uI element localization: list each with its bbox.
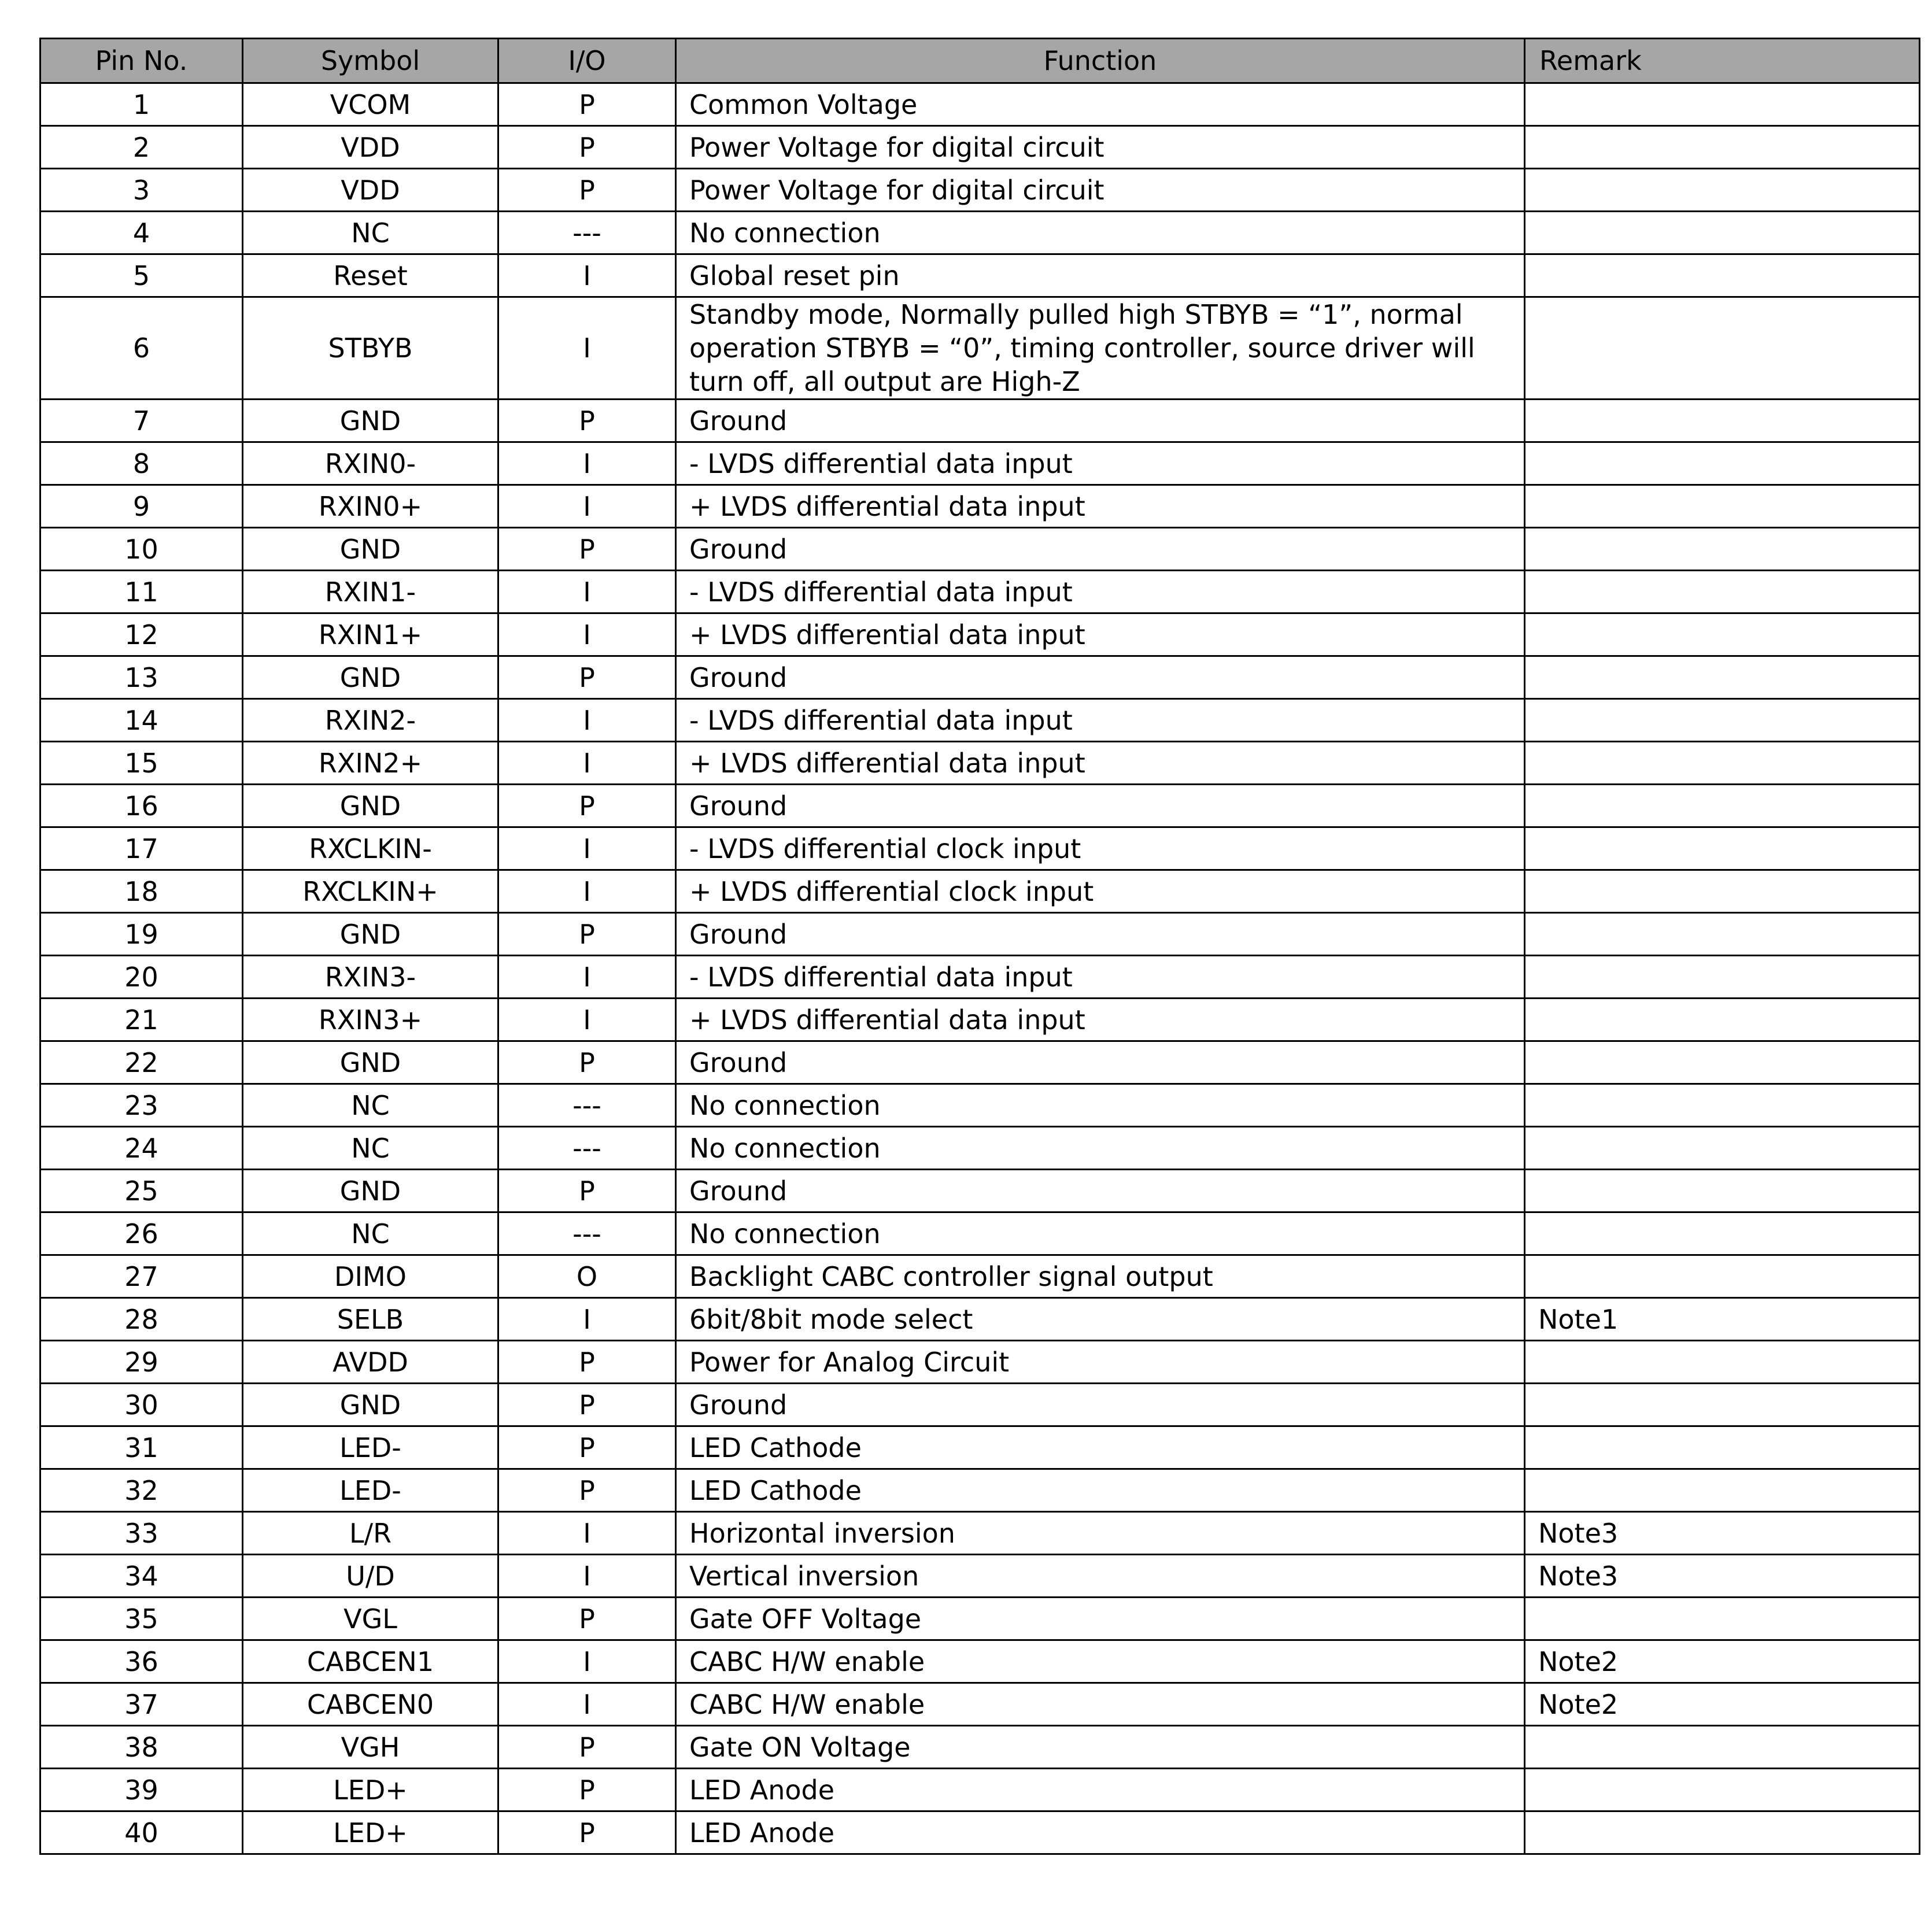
function-cell: + LVDS differential data input	[676, 613, 1525, 656]
table-row	[40, 83, 1920, 126]
symbol-cell: RXIN1-	[243, 571, 498, 613]
table-row	[40, 1298, 1920, 1341]
pin-number-cell: 13	[40, 656, 243, 699]
table-row	[40, 254, 1920, 297]
function-cell: Global reset pin	[676, 254, 1525, 297]
pin-number-cell: 20	[40, 956, 243, 999]
symbol-cell: RXIN0+	[243, 485, 498, 528]
function-cell: CABC H/W enable	[676, 1683, 1525, 1726]
table-row	[40, 827, 1920, 870]
table-row	[40, 485, 1920, 528]
remark-cell	[1525, 83, 1920, 126]
table-row	[40, 913, 1920, 956]
io-cell: P	[498, 785, 676, 827]
io-cell: P	[498, 656, 676, 699]
io-cell: I	[498, 442, 676, 485]
symbol-cell: NC	[243, 1212, 498, 1255]
pin-number-cell: 28	[40, 1298, 243, 1341]
pin-number-cell: 31	[40, 1426, 243, 1469]
remark-cell: Note2	[1525, 1640, 1920, 1683]
table-row	[40, 528, 1920, 571]
table-row	[40, 1598, 1920, 1640]
pin-number-cell: 27	[40, 1255, 243, 1298]
pin-number-cell: 25	[40, 1170, 243, 1212]
pin-number-cell: 21	[40, 999, 243, 1041]
io-cell: I	[498, 699, 676, 742]
pin-number-cell: 18	[40, 870, 243, 913]
table-row	[40, 1255, 1920, 1298]
remark-cell	[1525, 656, 1920, 699]
io-cell: I	[498, 1512, 676, 1555]
symbol-cell: VDD	[243, 169, 498, 212]
header-io: I/O	[498, 39, 676, 83]
function-cell: Gate OFF Voltage	[676, 1598, 1525, 1640]
pin-number-cell: 24	[40, 1127, 243, 1170]
io-cell: I	[498, 485, 676, 528]
symbol-cell: GND	[243, 1170, 498, 1212]
table-row	[40, 699, 1920, 742]
table-row	[40, 1640, 1920, 1683]
symbol-cell: RXCLKIN+	[243, 870, 498, 913]
io-cell: P	[498, 913, 676, 956]
remark-cell	[1525, 1341, 1920, 1384]
function-cell: Ground	[676, 528, 1525, 571]
pin-number-cell: 36	[40, 1640, 243, 1683]
symbol-cell: U/D	[243, 1555, 498, 1598]
function-cell: - LVDS differential data input	[676, 442, 1525, 485]
symbol-cell: AVDD	[243, 1341, 498, 1384]
function-cell: - LVDS differential data input	[676, 956, 1525, 999]
function-cell: Vertical inversion	[676, 1555, 1525, 1598]
remark-cell: Note3	[1525, 1512, 1920, 1555]
symbol-cell: NC	[243, 1084, 498, 1127]
pin-number-cell: 12	[40, 613, 243, 656]
function-cell: No connection	[676, 1212, 1525, 1255]
function-cell: Backlight CABC controller signal output	[676, 1255, 1525, 1298]
table-row	[40, 870, 1920, 913]
function-cell: - LVDS differential data input	[676, 699, 1525, 742]
pin-number-cell: 30	[40, 1384, 243, 1426]
io-cell: I	[498, 613, 676, 656]
symbol-cell: GND	[243, 400, 498, 442]
io-cell: P	[498, 1341, 676, 1384]
symbol-cell: VGH	[243, 1726, 498, 1769]
remark-cell	[1525, 699, 1920, 742]
symbol-cell: RXCLKIN-	[243, 827, 498, 870]
remark-cell	[1525, 956, 1920, 999]
io-cell: I	[498, 571, 676, 613]
function-cell: CABC H/W enable	[676, 1640, 1525, 1683]
remark-cell: Note2	[1525, 1683, 1920, 1726]
function-cell: LED Anode	[676, 1811, 1525, 1854]
remark-cell	[1525, 1255, 1920, 1298]
io-cell: ---	[498, 212, 676, 254]
io-cell: P	[498, 1041, 676, 1084]
io-cell: P	[498, 83, 676, 126]
io-cell: I	[498, 999, 676, 1041]
function-cell: Standby mode, Normally pulled high STBYB = “1”, normal operation STBYB = “0”, timing controller, source driver will turn off, all output are High-Z	[676, 297, 1525, 400]
symbol-cell: SELB	[243, 1298, 498, 1341]
remark-cell	[1525, 1041, 1920, 1084]
io-cell: P	[498, 1769, 676, 1811]
pin-number-cell: 19	[40, 913, 243, 956]
function-cell: No connection	[676, 1127, 1525, 1170]
pin-number-cell: 6	[40, 297, 243, 400]
pin-number-cell: 34	[40, 1555, 243, 1598]
io-cell: ---	[498, 1212, 676, 1255]
table-row	[40, 442, 1920, 485]
symbol-cell: LED-	[243, 1426, 498, 1469]
table-row	[40, 169, 1920, 212]
pin-number-cell: 22	[40, 1041, 243, 1084]
io-cell: ---	[498, 1127, 676, 1170]
pin-number-cell: 40	[40, 1811, 243, 1854]
pin-number-cell: 37	[40, 1683, 243, 1726]
pin-number-cell: 29	[40, 1341, 243, 1384]
remark-cell	[1525, 442, 1920, 485]
remark-cell: Note3	[1525, 1555, 1920, 1598]
remark-cell	[1525, 870, 1920, 913]
pin-number-cell: 11	[40, 571, 243, 613]
symbol-cell: GND	[243, 1041, 498, 1084]
remark-cell	[1525, 1426, 1920, 1469]
table-row	[40, 1811, 1920, 1854]
pin-number-cell: 7	[40, 400, 243, 442]
symbol-cell: L/R	[243, 1512, 498, 1555]
io-cell: P	[498, 400, 676, 442]
remark-cell	[1525, 169, 1920, 212]
symbol-cell: RXIN3+	[243, 999, 498, 1041]
io-cell: O	[498, 1255, 676, 1298]
function-cell: 6bit/8bit mode select	[676, 1298, 1525, 1341]
table-row	[40, 1084, 1920, 1127]
remark-cell	[1525, 913, 1920, 956]
symbol-cell: RXIN0-	[243, 442, 498, 485]
remark-cell	[1525, 827, 1920, 870]
io-cell: I	[498, 1683, 676, 1726]
function-cell: Power Voltage for digital circuit	[676, 126, 1525, 169]
header-remark: Remark	[1525, 39, 1920, 83]
io-cell: I	[498, 742, 676, 785]
table-row	[40, 1683, 1920, 1726]
io-cell: P	[498, 1598, 676, 1640]
remark-cell: Note1	[1525, 1298, 1920, 1341]
function-cell: - LVDS differential clock input	[676, 827, 1525, 870]
header-symbol: Symbol	[243, 39, 498, 83]
table-row	[40, 1769, 1920, 1811]
io-cell: I	[498, 1640, 676, 1683]
table-row	[40, 1469, 1920, 1512]
pin-number-cell: 35	[40, 1598, 243, 1640]
function-cell: - LVDS differential data input	[676, 571, 1525, 613]
table-row	[40, 212, 1920, 254]
table-row	[40, 571, 1920, 613]
symbol-cell: RXIN3-	[243, 956, 498, 999]
pin-number-cell: 3	[40, 169, 243, 212]
io-cell: I	[498, 297, 676, 400]
symbol-cell: RXIN1+	[243, 613, 498, 656]
remark-cell	[1525, 485, 1920, 528]
remark-cell	[1525, 1469, 1920, 1512]
table-row	[40, 1726, 1920, 1769]
io-cell: I	[498, 956, 676, 999]
pin-number-cell: 26	[40, 1212, 243, 1255]
pin-number-cell: 23	[40, 1084, 243, 1127]
symbol-cell: RXIN2+	[243, 742, 498, 785]
function-cell: + LVDS differential data input	[676, 742, 1525, 785]
function-cell: Power for Analog Circuit	[676, 1341, 1525, 1384]
table-row	[40, 126, 1920, 169]
pin-number-cell: 4	[40, 212, 243, 254]
pin-number-cell: 16	[40, 785, 243, 827]
remark-cell	[1525, 1127, 1920, 1170]
symbol-cell: GND	[243, 785, 498, 827]
table-row	[40, 656, 1920, 699]
pin-number-cell: 5	[40, 254, 243, 297]
remark-cell	[1525, 254, 1920, 297]
function-cell: Ground	[676, 400, 1525, 442]
io-cell: P	[498, 126, 676, 169]
pin-number-cell: 33	[40, 1512, 243, 1555]
remark-cell	[1525, 1598, 1920, 1640]
symbol-cell: RXIN2-	[243, 699, 498, 742]
symbol-cell: CABCEN0	[243, 1683, 498, 1726]
remark-cell	[1525, 785, 1920, 827]
io-cell: P	[498, 169, 676, 212]
io-cell: P	[498, 1426, 676, 1469]
symbol-cell: STBYB	[243, 297, 498, 400]
remark-cell	[1525, 742, 1920, 785]
io-cell: ---	[498, 1084, 676, 1127]
io-cell: I	[498, 1298, 676, 1341]
pin-number-cell: 1	[40, 83, 243, 126]
pin-number-cell: 8	[40, 442, 243, 485]
symbol-cell: DIMO	[243, 1255, 498, 1298]
remark-cell	[1525, 1811, 1920, 1854]
remark-cell	[1525, 1769, 1920, 1811]
function-cell: Gate ON Voltage	[676, 1726, 1525, 1769]
remark-cell	[1525, 1726, 1920, 1769]
symbol-cell: Reset	[243, 254, 498, 297]
pin-number-cell: 39	[40, 1769, 243, 1811]
remark-cell	[1525, 212, 1920, 254]
table-row	[40, 400, 1920, 442]
symbol-cell: LED+	[243, 1811, 498, 1854]
io-cell: P	[498, 1469, 676, 1512]
symbol-cell: GND	[243, 528, 498, 571]
symbol-cell: LED+	[243, 1769, 498, 1811]
table-row	[40, 1212, 1920, 1255]
pin-number-cell: 32	[40, 1469, 243, 1512]
function-cell: No connection	[676, 212, 1525, 254]
symbol-cell: NC	[243, 1127, 498, 1170]
io-cell: P	[498, 1811, 676, 1854]
table-row	[40, 1341, 1920, 1384]
pin-number-cell: 14	[40, 699, 243, 742]
table-row	[40, 1170, 1920, 1212]
io-cell: P	[498, 1384, 676, 1426]
symbol-cell: GND	[243, 1384, 498, 1426]
io-cell: I	[498, 1555, 676, 1598]
table-header-row	[40, 39, 1920, 83]
table-row	[40, 613, 1920, 656]
header-pin-no: Pin No.	[40, 39, 243, 83]
symbol-cell: NC	[243, 212, 498, 254]
function-cell: Ground	[676, 1384, 1525, 1426]
table-row	[40, 956, 1920, 999]
symbol-cell: GND	[243, 656, 498, 699]
symbol-cell: GND	[243, 913, 498, 956]
remark-cell	[1525, 613, 1920, 656]
table-row	[40, 742, 1920, 785]
function-cell: Common Voltage	[676, 83, 1525, 126]
pin-number-cell: 2	[40, 126, 243, 169]
table-row	[40, 1426, 1920, 1469]
remark-cell	[1525, 297, 1920, 400]
function-cell: LED Anode	[676, 1769, 1525, 1811]
function-cell: Ground	[676, 656, 1525, 699]
io-cell: I	[498, 254, 676, 297]
table-body	[40, 83, 1920, 1854]
remark-cell	[1525, 126, 1920, 169]
pin-number-cell: 10	[40, 528, 243, 571]
header-function: Function	[676, 39, 1525, 83]
function-cell: Ground	[676, 785, 1525, 827]
function-cell: + LVDS differential data input	[676, 485, 1525, 528]
function-cell: Power Voltage for digital circuit	[676, 169, 1525, 212]
table-row	[40, 1041, 1920, 1084]
remark-cell	[1525, 1212, 1920, 1255]
symbol-cell: VGL	[243, 1598, 498, 1640]
function-cell: Ground	[676, 1170, 1525, 1212]
pin-number-cell: 38	[40, 1726, 243, 1769]
remark-cell	[1525, 1170, 1920, 1212]
remark-cell	[1525, 999, 1920, 1041]
remark-cell	[1525, 1384, 1920, 1426]
pin-number-cell: 17	[40, 827, 243, 870]
io-cell: I	[498, 870, 676, 913]
io-cell: I	[498, 827, 676, 870]
table-row	[40, 1127, 1920, 1170]
table-row	[40, 999, 1920, 1041]
remark-cell	[1525, 400, 1920, 442]
remark-cell	[1525, 528, 1920, 571]
pin-definition-table	[39, 38, 1920, 1855]
io-cell: P	[498, 1170, 676, 1212]
symbol-cell: CABCEN1	[243, 1640, 498, 1683]
pin-number-cell: 15	[40, 742, 243, 785]
remark-cell	[1525, 571, 1920, 613]
symbol-cell: LED-	[243, 1469, 498, 1512]
pin-number-cell: 9	[40, 485, 243, 528]
io-cell: P	[498, 1726, 676, 1769]
symbol-cell: VCOM	[243, 83, 498, 126]
function-cell: Ground	[676, 1041, 1525, 1084]
function-cell: LED Cathode	[676, 1469, 1525, 1512]
table-row	[40, 1512, 1920, 1555]
table-row	[40, 297, 1920, 400]
function-cell: Horizontal inversion	[676, 1512, 1525, 1555]
function-cell: LED Cathode	[676, 1426, 1525, 1469]
function-cell: Ground	[676, 913, 1525, 956]
table-row	[40, 785, 1920, 827]
table-row	[40, 1555, 1920, 1598]
io-cell: P	[498, 528, 676, 571]
symbol-cell: VDD	[243, 126, 498, 169]
function-cell: No connection	[676, 1084, 1525, 1127]
function-cell: + LVDS differential data input	[676, 999, 1525, 1041]
table-row	[40, 1384, 1920, 1426]
remark-cell	[1525, 1084, 1920, 1127]
function-cell: + LVDS differential clock input	[676, 870, 1525, 913]
